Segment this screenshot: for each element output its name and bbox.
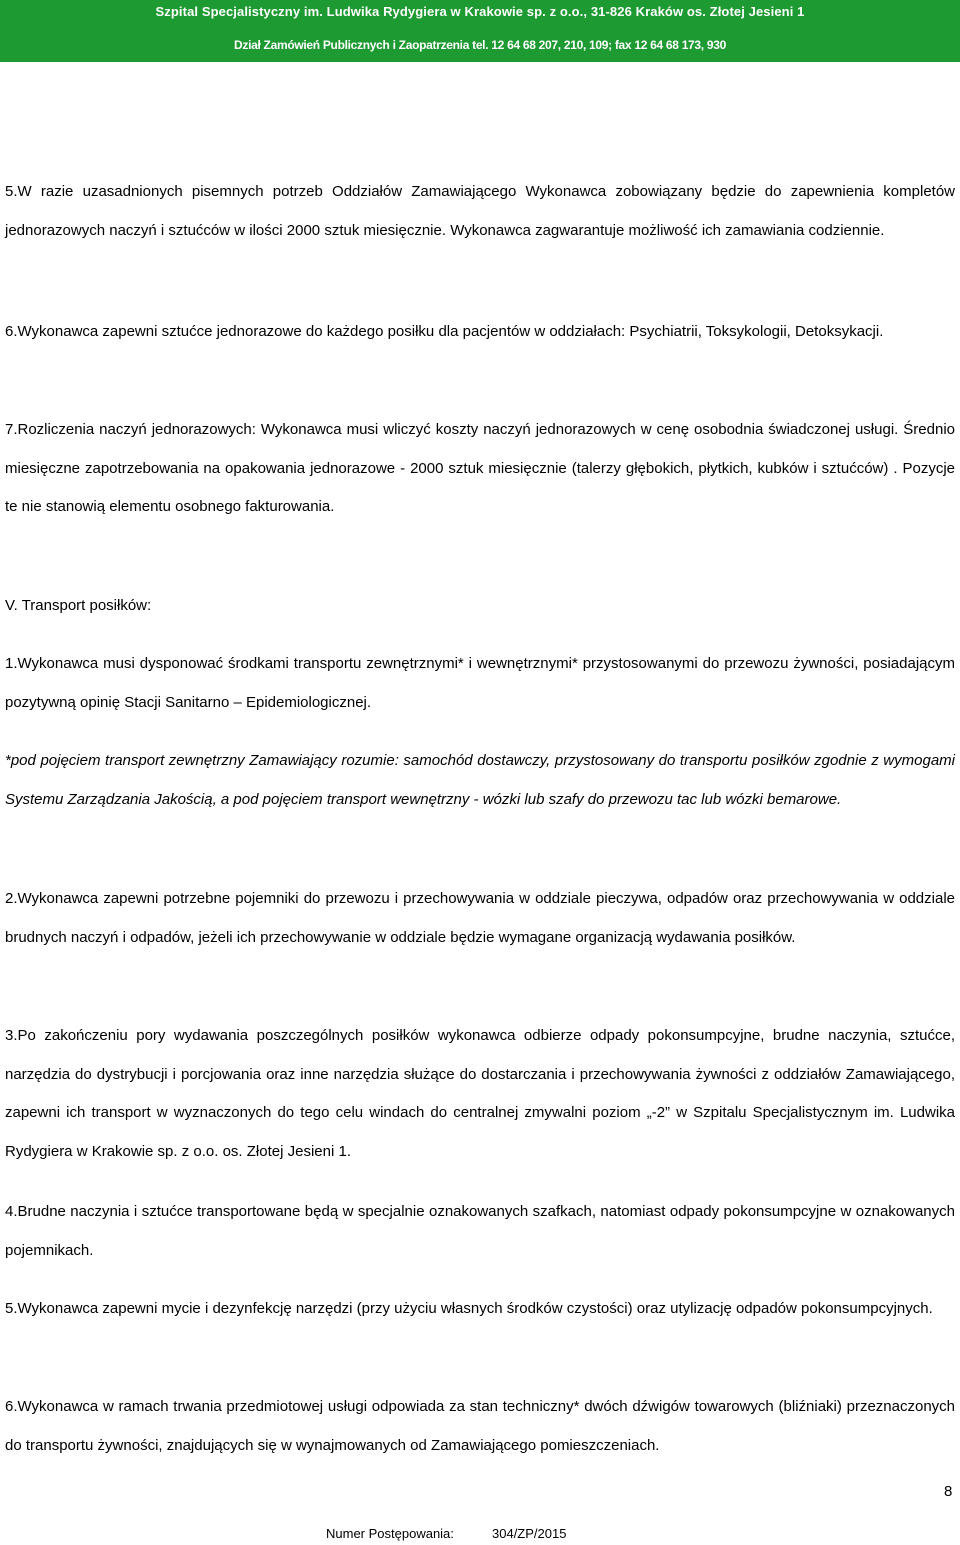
document-footer — [0, 1517, 960, 1545]
document-header — [0, 0, 960, 62]
header-hospital-address: Szpital Specjalistyczny im. Ludwika Rydygiera w Krakowie sp. z o.o., 31-826 Kraków os. Złotej Jesieni 1 — [155, 4, 805, 19]
transport-item-2: 2.Wykonawca zapewni potrzebne pojemniki do przewozu i przechowywania w oddziale pieczywa, odpadów oraz przechowywania w oddziale brudnych naczyń i odpadów, jeżeli ich przechowywanie w oddziale będzie wymagane organizacją wydawania posiłków. — [5, 890, 955, 946]
transport-item-5: 5.Wykonawca zapewni mycie i dezynfekcję narzędzi (przy użyciu własnych środków czystości) oraz utylizację odpadów pokonsumpcyjnych. — [5, 1300, 933, 1317]
paragraph-6: 6.Wykonawca zapewni sztućce jednorazowe do każdego posiłku dla pacjentów w oddziałach: Psychiatrii, Toksykologii, Detoksykacji. — [5, 323, 884, 340]
footer-procedure-label: Numer Postępowania: — [326, 1526, 454, 1541]
paragraph-7: 7.Rozliczenia naczyń jednorazowych: Wykonawca musi wliczyć koszty naczyń jednorazowych w cenę osobodnia świadczonej usługi. Średnio miesięczne zapotrzebowania na opakowania jednorazowe - 2000 sztuk miesięcznie (talerzy głębokich, płytkich, kubków i sztućców) . Pozycje te nie stanowią elementu osobnego fakturowania. — [5, 421, 955, 515]
transport-footnote: *pod pojęciem transport zewnętrzny Zamawiający rozumie: samochód dostawczy, przystosowany do transportu posiłków zgodnie z wymogami Systemu Zarządzania Jakością, a pod pojęciem transport wewnętrzny - wózki lub szafy do przewozu tac lub wózki bemarowe. — [5, 752, 955, 808]
transport-item-6: 6.Wykonawca w ramach trwania przedmiotowej usługi odpowiada za stan techniczny* dwóch dźwigów towarowych (bliźniaki) przeznaczonych do transportu żywności, znajdujących się w wynajmowanych od Zamawiającego pomieszczeniach. — [5, 1398, 955, 1454]
paragraph-5: 5.W razie uzasadnionych pisemnych potrzeb Oddziałów Zamawiającego Wykonawca zobowiązany będzie do zapewnienia kompletów jednorazowych naczyń i sztućców w ilości 2000 sztuk miesięcznie. Wykonawca zagwarantuje możliwość ich zamawiania codziennie. — [5, 183, 955, 239]
header-department-contact: Dział Zamówień Publicznych i Zaopatrzenia tel. 12 64 68 207, 210, 109; fax 12 64 68 173, 930 — [234, 38, 726, 52]
footer-procedure-number: 304/ZP/2015 — [492, 1526, 567, 1541]
transport-item-3: 3.Po zakończeniu pory wydawania poszczególnych posiłków wykonawca odbierze odpady pokonsumpcyjne, brudne naczynia, sztućce, narzędzia do dystrybucji i porcjowania oraz inne narzędzia służące do dostarczania i przechowywania żywności z oddziałów Zamawiającego, zapewni ich transport w wyznaczonych do tego celu windach do centralnej zmywalni poziom „-2” w Szpitalu Specjalistycznym im. Ludwika Rydygiera w Krakowie sp. z o.o. os. Złotej Jesieni 1. — [5, 1027, 955, 1160]
transport-item-4: 4.Brudne naczynia i sztućce transportowane będą w specjalnie oznakowanych szafkach, natomiast odpady pokonsumpcyjne w oznakowanych pojemnikach. — [5, 1203, 955, 1259]
page-number: 8 — [944, 1483, 953, 1500]
transport-item-1: 1.Wykonawca musi dysponować środkami transportu zewnętrznymi* i wewnętrznymi* przystosowanymi do przewozu żywności, posiadającym pozytywną opinię Stacji Sanitarno – Epidemiologicznej. — [5, 655, 955, 711]
section-heading-transport: V. Transport posiłków: — [5, 597, 152, 614]
